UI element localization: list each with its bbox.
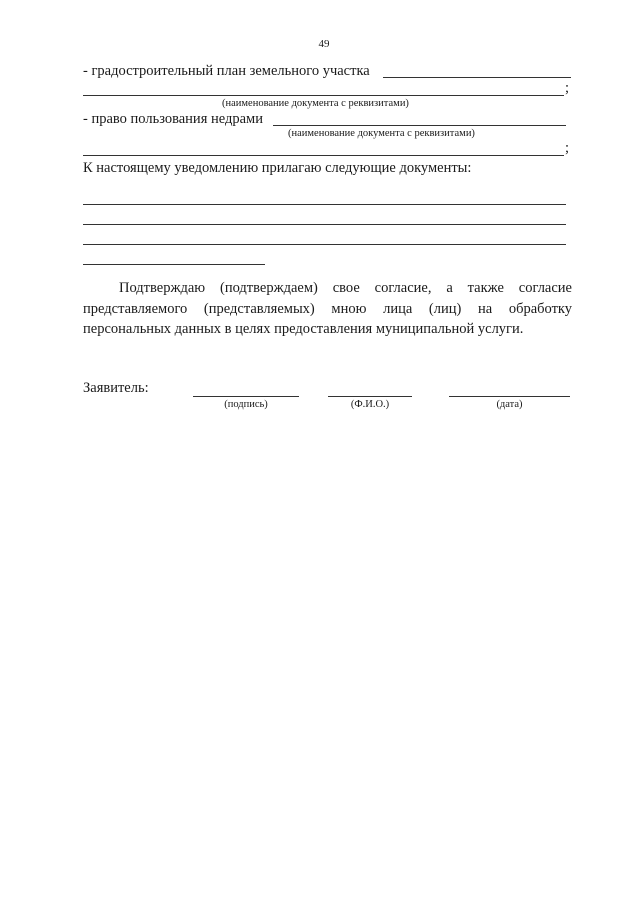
signature-caption: (подпись) xyxy=(224,399,268,410)
date-line xyxy=(449,396,570,397)
name-caption: (Ф.И.О.) xyxy=(350,399,390,410)
subsoil-label: - право пользования недрами xyxy=(83,111,263,127)
attachment-line-1 xyxy=(83,204,566,205)
subsoil-semicolon: ; xyxy=(565,140,570,156)
date-caption: (дата) xyxy=(496,399,523,410)
page-number: 49 xyxy=(318,38,330,50)
attachments-heading: К настоящему уведомлению прилагаю следующие документы: xyxy=(83,160,472,176)
signature-line xyxy=(193,396,299,397)
applicant-label: Заявитель: xyxy=(83,380,149,396)
consent-line-3: персональных данных в целях предоставления муниципальной услуги. xyxy=(83,321,524,337)
name-line xyxy=(328,396,412,397)
gpzu-caption: (наименование документа с реквизитами) xyxy=(222,98,409,109)
consent-paragraph xyxy=(83,278,572,340)
gpzu-doc-line xyxy=(83,95,564,96)
consent-line-2: представляемого (представляемых) мною лица (лиц) на обработку xyxy=(83,300,572,317)
attachment-line-3 xyxy=(83,244,566,245)
subsoil-caption: (наименование документа с реквизитами) xyxy=(288,128,475,139)
attachment-line-2 xyxy=(83,224,566,225)
consent-line-1: Подтверждаю (подтверждаем) свое согласие, а также согласие xyxy=(119,280,572,296)
gpzu-label: - градостроительный план земельного участка xyxy=(83,63,370,79)
gpzu-semicolon: ; xyxy=(565,80,570,96)
attachment-line-4 xyxy=(83,264,265,265)
subsoil-fill-line xyxy=(273,125,566,126)
subsoil-doc-line xyxy=(83,155,564,156)
gpzu-fill-line xyxy=(383,77,571,78)
